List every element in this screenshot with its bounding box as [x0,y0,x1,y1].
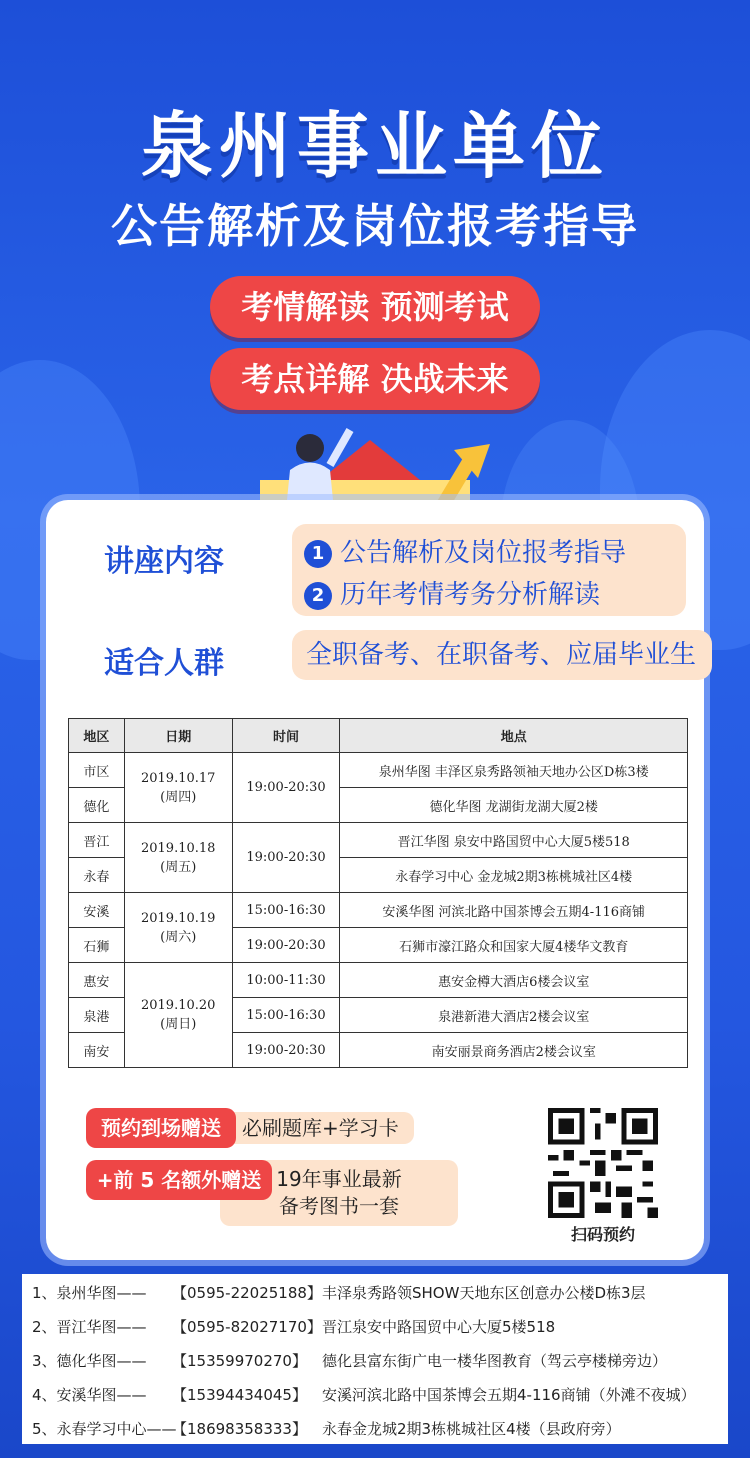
time-cell: 19:00-20:30 [232,928,340,963]
lecture-topic-2 [304,574,600,611]
region-cell: 南安 [69,1033,125,1068]
date-value: 2019.10.19 [140,910,216,926]
date-value: 2019.10.17 [140,770,216,786]
number-badge-1: 1 [304,540,332,568]
contact-phone: 【0595-82027170】 [172,1318,322,1336]
date-value: 2019.10.20 [140,998,216,1013]
header-region: 地区 [69,719,125,753]
date-cell [124,753,232,823]
contact-name: 2、晋江华图—— [32,1318,147,1336]
gift-1-label: 预约到场赠送 [86,1108,236,1148]
region-cell: 永春 [69,858,125,893]
region-cell: 安溪 [69,893,125,928]
weekday-value: (周四) [160,789,197,805]
audience-label: 适合人群 [104,646,224,681]
contact-name: 5、永春学习中心—— [32,1420,177,1438]
list-item [22,1412,728,1446]
qr-code-label: 扫码预约 [570,1225,635,1244]
page-title: 泉州事业单位 [140,104,609,188]
qr-code-icon[interactable] [548,1108,658,1218]
place-cell: 永春学习中心 金龙城2期3栋桃城社区4楼 [340,858,688,893]
time-cell: 10:00-11:30 [232,963,340,998]
date-value: 2019.10.18 [140,840,216,856]
gift-2-line-1: 19年事业最新 [276,1167,402,1191]
list-item [22,1344,728,1378]
info-card [46,500,704,1260]
date-cell [124,893,232,963]
page-subtitle: 公告解析及岗位报考指导 [111,199,639,253]
region-cell: 德化 [69,788,125,823]
contact-name: 3、德化华图—— [32,1352,147,1370]
table-row [69,823,688,858]
gift-1-detail: 必刷题库+学习卡 [216,1112,414,1144]
date-cell [124,963,232,1068]
contact-address: 德化县富东街广电一楼华图教育（驾云亭楼梯旁边） [322,1352,668,1370]
place-cell: 泉州华图 丰泽区泉秀路领袖天地办公区D栋3楼 [340,753,688,788]
place-cell: 安溪华图 河滨北路中国茶博会五期4-116商铺 [340,893,688,928]
list-item [22,1310,728,1344]
header-time: 时间 [232,719,340,753]
place-cell: 德化华图 龙湖街龙湖大厦2楼 [340,788,688,823]
place-cell: 惠安金樽大酒店6楼会议室 [340,963,688,998]
header-date: 日期 [124,719,232,753]
time-cell: 19:00-20:30 [232,1033,340,1068]
contact-address: 安溪河滨北路中国茶博会五期4-116商铺（外滩不夜城） [322,1386,696,1404]
lecture-topics [292,524,686,616]
time-cell: 15:00-16:30 [232,998,340,1033]
region-cell: 晋江 [69,823,125,858]
region-cell: 惠安 [69,963,125,998]
number-badge-2: 2 [304,582,332,610]
table-row [69,893,688,928]
contact-phone: 【18698358333】 [172,1420,307,1438]
contact-name: 1、泉州华图—— [32,1284,147,1302]
schedule-table [68,718,688,1068]
contact-address: 晋江泉安中路国贸中心大厦5楼518 [322,1318,556,1336]
list-item [22,1378,728,1412]
time-cell: 19:00-20:30 [232,823,340,893]
contact-phone: 【0595-22025188】 [172,1284,322,1302]
contact-address: 永春金龙城2期3栋桃城社区4楼（县政府旁） [322,1420,621,1438]
tagline-pill-1: 考情解读 预测考试 [210,276,540,338]
table-row [69,963,688,998]
place-cell: 泉港新港大酒店2楼会议室 [340,998,688,1033]
gift-2-line-2: 备考图书一套 [279,1194,399,1218]
lecture-topic-1 [304,532,626,569]
weekday-value: (周五) [160,859,197,875]
weekday-value: (周日) [160,1017,197,1032]
table-header-row [69,719,688,753]
lecture-topic-1-text: 公告解析及岗位报考指导 [340,538,627,568]
contact-phone: 【15394434045】 [172,1386,307,1404]
lecture-label: 讲座内容 [104,544,224,579]
date-cell [124,823,232,893]
header-place: 地点 [340,719,688,753]
audience-text: 全职备考、在职备考、应届毕业生 [292,630,712,680]
region-cell: 泉港 [69,998,125,1033]
region-cell: 石狮 [69,928,125,963]
region-cell: 市区 [69,753,125,788]
gift-2-label: +前 5 名额外赠送 [86,1160,272,1200]
place-cell: 晋江华图 泉安中路国贸中心大厦5楼518 [340,823,688,858]
contact-list [22,1274,728,1444]
weekday-value: (周六) [160,929,197,945]
contact-phone: 【15359970270】 [172,1352,307,1370]
place-cell: 石狮市濠江路众和国家大厦4楼华文教育 [340,928,688,963]
contact-name: 4、安溪华图—— [32,1386,147,1404]
table-row [69,753,688,788]
list-item [22,1276,728,1310]
tagline-pill-2: 考点详解 决战未来 [210,348,540,410]
time-cell: 15:00-16:30 [232,893,340,928]
place-cell: 南安丽景商务酒店2楼会议室 [340,1033,688,1068]
contact-address: 丰泽泉秀路领SHOW天地东区创意办公楼D栋3层 [322,1284,646,1302]
lecture-topic-2-text: 历年考情考务分析解读 [340,580,601,610]
time-cell: 19:00-20:30 [232,753,340,823]
